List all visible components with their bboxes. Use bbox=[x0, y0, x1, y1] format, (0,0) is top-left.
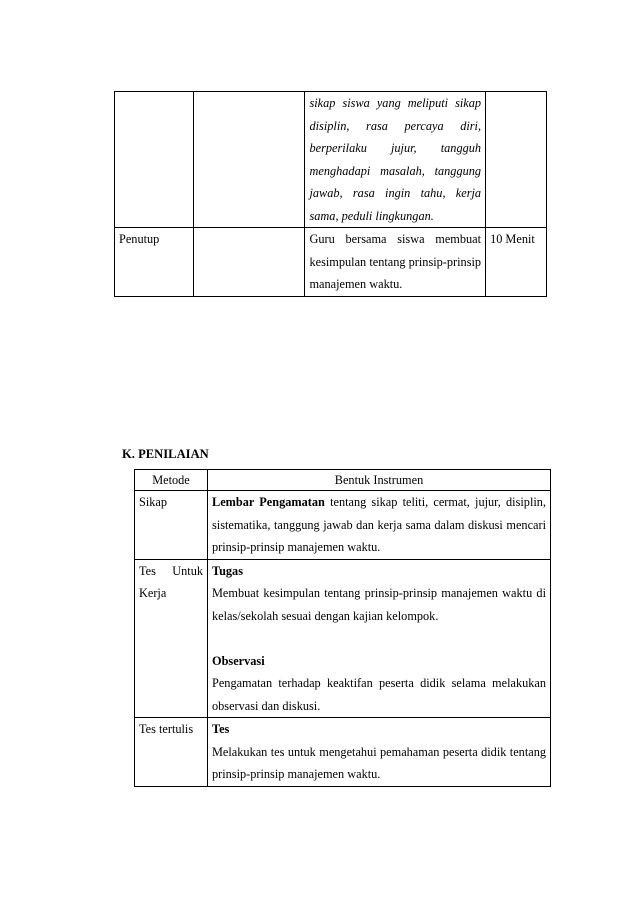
method-cell bbox=[193, 228, 305, 297]
spacer bbox=[212, 627, 546, 650]
table-header-row bbox=[135, 470, 551, 491]
description-cell: Guru bersama siswa membuat kesimpulan tentang prinsip-prinsip manajemen waktu. bbox=[305, 228, 486, 297]
instrument-text: Melakukan tes untuk mengetahui pemahaman peserta didik tentang prinsip-prinsip manajemen waktu. bbox=[212, 744, 546, 781]
instrument-title: Observasi bbox=[212, 653, 265, 668]
table-row bbox=[135, 559, 551, 718]
stage-cell bbox=[115, 92, 194, 228]
method-cell: Sikap bbox=[135, 491, 208, 560]
instrument-text: Membuat kesimpulan tentang prinsip-prinsip manajemen waktu di kelas/sekolah sesuai dengan kajian kelompok. bbox=[212, 586, 546, 623]
instrument-text: Pengamatan terhadap keaktifan peserta didik selama melakukan observasi dan diskusi. bbox=[212, 676, 546, 713]
assessment-table bbox=[134, 469, 551, 787]
description-cell: sikap siswa yang meliputi sikap disiplin, rasa percaya diri, berperilaku jujur, tangguh menghadapi masalah, tanggung jawab, rasa ingin tahu, kerja sama, peduli lingkungan. bbox=[305, 92, 486, 228]
activity-table bbox=[114, 91, 547, 297]
time-cell bbox=[486, 92, 547, 228]
method-cell: Tes Untuk Kerja bbox=[135, 559, 208, 718]
header-method: Metode bbox=[135, 470, 208, 491]
table-row bbox=[115, 92, 547, 228]
header-instrument: Bentuk Instrumen bbox=[208, 470, 551, 491]
method-cell: Tes tertulis bbox=[135, 718, 208, 787]
instrument-cell bbox=[208, 559, 551, 718]
instrument-cell bbox=[208, 491, 551, 560]
stage-cell: Penutup bbox=[115, 228, 194, 297]
method-cell bbox=[193, 92, 305, 228]
table-row bbox=[135, 718, 551, 787]
instrument-text: tentang sikap teliti, cermat, jujur, disiplin, sistematika, tanggung jawab dan kerja sama dalam diskusi mencari prinsip-prinsip manajemen waktu. bbox=[212, 495, 547, 554]
table-row bbox=[135, 491, 551, 560]
instrument-title: Lembar Pengamatan bbox=[212, 495, 325, 509]
instrument-cell bbox=[208, 718, 551, 787]
time-cell: 10 Menit bbox=[486, 228, 547, 297]
table-row bbox=[115, 228, 547, 297]
instrument-title: Tugas bbox=[212, 563, 243, 578]
section-heading: K. PENILAIAN bbox=[122, 447, 209, 461]
instrument-title: Tes bbox=[212, 722, 230, 736]
